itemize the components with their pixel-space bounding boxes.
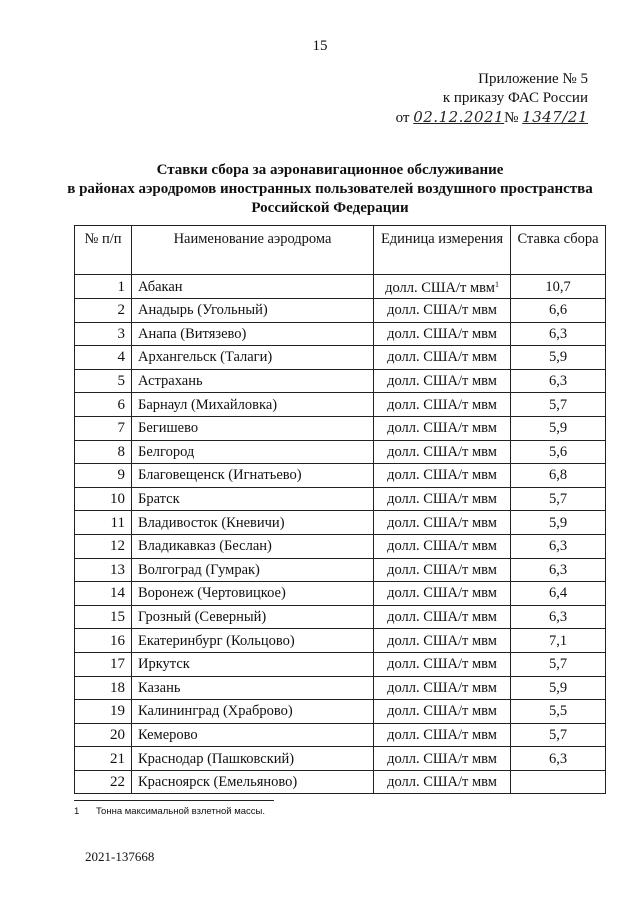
unit-of-measure-text: долл. США/т мвм (387, 373, 497, 390)
table-row (75, 416, 606, 440)
aerodrome-name-text: Красноярск (Емельяново) (138, 774, 298, 791)
row-number (75, 629, 132, 653)
row-number (75, 416, 132, 440)
aerodrome-name-text: Грозный (Северный) (138, 609, 267, 626)
unit-of-measure (374, 534, 511, 558)
document-id: 2021-137668 (85, 849, 155, 864)
unit-of-measure (374, 440, 511, 464)
rate-value (511, 511, 606, 535)
rate-value (511, 676, 606, 700)
unit-of-measure-text: долл. США/т мвм (387, 467, 497, 484)
unit-of-measure (374, 629, 511, 653)
aerodrome-name-text: Благовещенск (Игнатьево) (138, 467, 302, 484)
unit-of-measure (374, 511, 511, 535)
aerodrome-name (132, 275, 374, 299)
aerodrome-name (132, 299, 374, 323)
rate-value-text: 5,9 (548, 420, 568, 437)
unit-of-measure (374, 605, 511, 629)
aerodrome-name (132, 346, 374, 370)
unit-of-measure (374, 322, 511, 346)
unit-of-measure (374, 416, 511, 440)
row-number (75, 464, 132, 488)
table-row (75, 440, 606, 464)
table-header-row (75, 226, 606, 275)
table-row (75, 605, 606, 629)
row-number (75, 770, 132, 794)
row-number (75, 723, 132, 747)
rate-value (511, 440, 606, 464)
aerodrome-name (132, 416, 374, 440)
unit-of-measure-text: долл. США/т мвм (387, 538, 497, 555)
row-number-text: 11 (110, 514, 125, 531)
aerodrome-name (132, 558, 374, 582)
row-number-text: 9 (117, 467, 125, 484)
rate-value (511, 275, 606, 299)
aerodrome-name-text: Бегишево (138, 420, 199, 437)
aerodrome-name (132, 770, 374, 794)
unit-of-measure (374, 747, 511, 771)
rate-value (511, 322, 606, 346)
rate-value-text: 5,7 (548, 726, 568, 743)
aerodrome-name-text: Воронеж (Чертовицкое) (138, 585, 286, 602)
rate-value-text: 6,3 (548, 373, 568, 390)
unit-of-measure-text: долл. США/т мвм (387, 514, 497, 531)
aerodrome-name (132, 369, 374, 393)
unit-of-measure-text: долл. США/т мвм (387, 656, 497, 673)
table-row (75, 511, 606, 535)
row-number-text: 10 (110, 491, 125, 508)
unit-of-measure (374, 464, 511, 488)
aerodrome-name-text: Белгород (138, 443, 195, 460)
unit-of-measure-text: долл. США/т мвм (387, 609, 497, 626)
rate-value-text: 5,9 (548, 679, 568, 696)
table-row (75, 299, 606, 323)
rate-value (511, 487, 606, 511)
unit-of-measure-text: долл. США/т мвм (387, 632, 497, 649)
rate-value-text: 6,4 (548, 585, 568, 602)
header-unit: Единица измерения (374, 226, 511, 275)
row-number (75, 558, 132, 582)
table-body (75, 275, 606, 794)
rate-value (511, 629, 606, 653)
row-number-text: 13 (110, 561, 125, 578)
row-number-text: 20 (110, 726, 125, 743)
row-number (75, 534, 132, 558)
appendix-date-line (396, 108, 588, 128)
table-row (75, 723, 606, 747)
row-number (75, 440, 132, 464)
unit-of-measure (374, 582, 511, 606)
rate-value (511, 369, 606, 393)
aerodrome-name-text: Братск (138, 491, 180, 508)
aerodrome-name-text: Анадырь (Угольный) (138, 302, 268, 319)
title-line-1: Ставки сбора за аэронавигационное обслуживание (156, 162, 504, 178)
row-number (75, 487, 132, 511)
footnote-divider (74, 800, 274, 801)
row-number-text: 4 (117, 349, 125, 366)
unit-of-measure-text: долл. США/т мвм (387, 561, 497, 578)
table-row (75, 770, 606, 794)
unit-of-measure-text: долл. США/т мвм (387, 679, 497, 696)
row-number-text: 22 (110, 774, 125, 791)
aerodrome-name-text: Екатеринбург (Кольцово) (138, 632, 295, 649)
rate-value-text: 6,3 (548, 325, 568, 342)
aerodrome-name (132, 582, 374, 606)
rate-value-text: 6,3 (548, 609, 568, 626)
table-row (75, 558, 606, 582)
rate-value-text: 5,6 (548, 443, 568, 460)
rate-value-text: 5,5 (548, 703, 568, 720)
row-number-text: 5 (117, 373, 125, 390)
row-number (75, 582, 132, 606)
rate-value (511, 558, 606, 582)
rate-value-text: 6,3 (548, 561, 568, 578)
row-number-text: 7 (117, 420, 125, 437)
table-row (75, 369, 606, 393)
row-number (75, 393, 132, 417)
unit-of-measure (374, 723, 511, 747)
footnote-mark: 1 (74, 806, 80, 817)
table-row (75, 275, 606, 299)
aerodrome-name-text: Калининград (Храброво) (138, 703, 293, 720)
aerodrome-name-text: Владикавказ (Беслан) (138, 538, 272, 555)
unit-of-measure-text: долл. США/т мвм (387, 703, 497, 720)
aerodrome-name (132, 676, 374, 700)
aerodrome-name (132, 440, 374, 464)
aerodrome-name-text: Астрахань (138, 373, 203, 390)
unit-of-measure-text: долл. США/т мвм (387, 750, 497, 767)
footnote-text: Тонна максимальной взлетной массы. (96, 806, 265, 817)
table-row (75, 629, 606, 653)
aerodrome-name-text: Анапа (Витязево) (138, 325, 247, 342)
aerodrome-name-text: Иркутск (138, 656, 190, 673)
row-number (75, 747, 132, 771)
aerodrome-name (132, 511, 374, 535)
unit-of-measure-text: долл. США/т мвм (385, 280, 495, 296)
unit-of-measure-text: долл. США/т мвм (387, 302, 497, 319)
unit-of-measure-text: долл. США/т мвм (387, 585, 497, 602)
table-row (75, 700, 606, 724)
aerodrome-name (132, 652, 374, 676)
row-number (75, 605, 132, 629)
unit-of-measure-text: долл. США/т мвм (387, 443, 497, 460)
rate-value-text: 6,6 (548, 302, 568, 319)
aerodrome-name (132, 487, 374, 511)
header-num: № п/п (75, 226, 132, 275)
row-number-text: 3 (117, 325, 125, 342)
rate-value (511, 723, 606, 747)
aerodrome-name (132, 700, 374, 724)
unit-of-measure-text: долл. США/т мвм (387, 774, 497, 791)
rate-value-text: 5,9 (548, 514, 568, 531)
rate-value (511, 700, 606, 724)
header-rate: Ставка сбора (511, 226, 606, 275)
row-number (75, 652, 132, 676)
rate-value (511, 605, 606, 629)
rate-value (511, 534, 606, 558)
unit-of-measure (374, 346, 511, 370)
table-row (75, 393, 606, 417)
unit-of-measure-text: долл. США/т мвм (387, 420, 497, 437)
rate-value-text: 5,9 (548, 349, 568, 366)
rate-value-text: 7,1 (548, 632, 568, 649)
rate-value (511, 416, 606, 440)
rate-value (511, 299, 606, 323)
aerodrome-name (132, 629, 374, 653)
rate-value-text: 5,7 (548, 396, 568, 413)
row-number-text: 15 (110, 609, 125, 626)
page-number: 15 (312, 38, 328, 54)
rate-value (511, 464, 606, 488)
unit-of-measure (374, 275, 511, 299)
aerodrome-name-text: Архангельск (Талаги) (138, 349, 273, 366)
rate-value-text: 6,3 (548, 538, 568, 555)
aerodrome-name (132, 464, 374, 488)
unit-of-measure (374, 487, 511, 511)
row-number-text: 1 (117, 278, 125, 295)
row-number-text: 21 (110, 750, 125, 767)
aerodrome-name (132, 605, 374, 629)
rate-value (511, 770, 606, 794)
table-row (75, 464, 606, 488)
unit-of-measure (374, 558, 511, 582)
unit-of-measure (374, 393, 511, 417)
row-number-text: 18 (110, 679, 125, 696)
unit-of-measure (374, 770, 511, 794)
rate-value-text: 5,7 (548, 491, 568, 508)
rate-value-text: 6,3 (548, 750, 568, 767)
unit-of-measure-text: долл. США/т мвм (387, 325, 497, 342)
row-number (75, 700, 132, 724)
rate-value (511, 652, 606, 676)
aerodrome-name-text: Кемерово (138, 726, 198, 743)
table-row (75, 747, 606, 771)
footnote-ref: 1 (494, 280, 499, 289)
row-number (75, 346, 132, 370)
title-line-2: в районах аэродромов иностранных пользователей воздушного пространства (67, 181, 593, 197)
row-number (75, 511, 132, 535)
unit-of-measure (374, 299, 511, 323)
unit-of-measure (374, 676, 511, 700)
table-row (75, 582, 606, 606)
row-number-text: 19 (110, 703, 125, 720)
row-number (75, 369, 132, 393)
rate-value (511, 393, 606, 417)
table-row (75, 676, 606, 700)
footnote (74, 806, 265, 817)
rate-value-text: 5,7 (548, 656, 568, 673)
table-row (75, 487, 606, 511)
row-number (75, 322, 132, 346)
aerodrome-name (132, 534, 374, 558)
number-prefix: № (504, 110, 519, 126)
unit-of-measure-text: долл. США/т мвм (387, 491, 497, 508)
row-number-text: 12 (110, 538, 125, 555)
handwritten-number: 1347/21 (522, 108, 588, 126)
appendix-order-ref: к приказу ФАС России (442, 90, 588, 106)
row-number-text: 8 (117, 443, 125, 460)
row-number-text: 2 (117, 302, 125, 319)
unit-of-measure (374, 652, 511, 676)
rate-value (511, 346, 606, 370)
aerodrome-name-text: Волгоград (Гумрак) (138, 561, 260, 578)
row-number-text: 6 (117, 396, 125, 413)
rate-value-text: 6,8 (548, 467, 568, 484)
unit-of-measure-text: долл. США/т мвм (387, 726, 497, 743)
date-prefix: от (395, 110, 410, 126)
header-name: Наименование аэродрома (132, 226, 374, 275)
title-line-3: Российской Федерации (251, 200, 409, 216)
unit-of-measure-text: долл. США/т мвм (387, 396, 497, 413)
rates-table (74, 225, 606, 794)
aerodrome-name (132, 747, 374, 771)
table-row (75, 346, 606, 370)
rate-value (511, 747, 606, 771)
table-row (75, 652, 606, 676)
rate-value (511, 582, 606, 606)
appendix-block (396, 70, 588, 128)
row-number (75, 299, 132, 323)
row-number-text: 14 (110, 585, 125, 602)
table-row (75, 322, 606, 346)
unit-of-measure (374, 369, 511, 393)
aerodrome-name-text: Барнаул (Михайловка) (138, 396, 278, 413)
table-row (75, 534, 606, 558)
aerodrome-name (132, 723, 374, 747)
unit-of-measure (374, 700, 511, 724)
aerodrome-name-text: Краснодар (Пашковский) (138, 750, 295, 767)
rate-value-text: 10,7 (545, 278, 571, 295)
aerodrome-name-text: Абакан (138, 278, 183, 295)
row-number-text: 17 (110, 656, 125, 673)
document-title (40, 161, 620, 218)
unit-of-measure-text: долл. США/т мвм (387, 349, 497, 366)
row-number (75, 275, 132, 299)
row-number-text: 16 (110, 632, 125, 649)
aerodrome-name (132, 393, 374, 417)
aerodrome-name-text: Владивосток (Кневичи) (138, 514, 285, 531)
handwritten-date: 02.12.2021 (413, 108, 505, 126)
aerodrome-name (132, 322, 374, 346)
row-number (75, 676, 132, 700)
appendix-title: Приложение № 5 (478, 71, 588, 87)
aerodrome-name-text: Казань (138, 679, 181, 696)
